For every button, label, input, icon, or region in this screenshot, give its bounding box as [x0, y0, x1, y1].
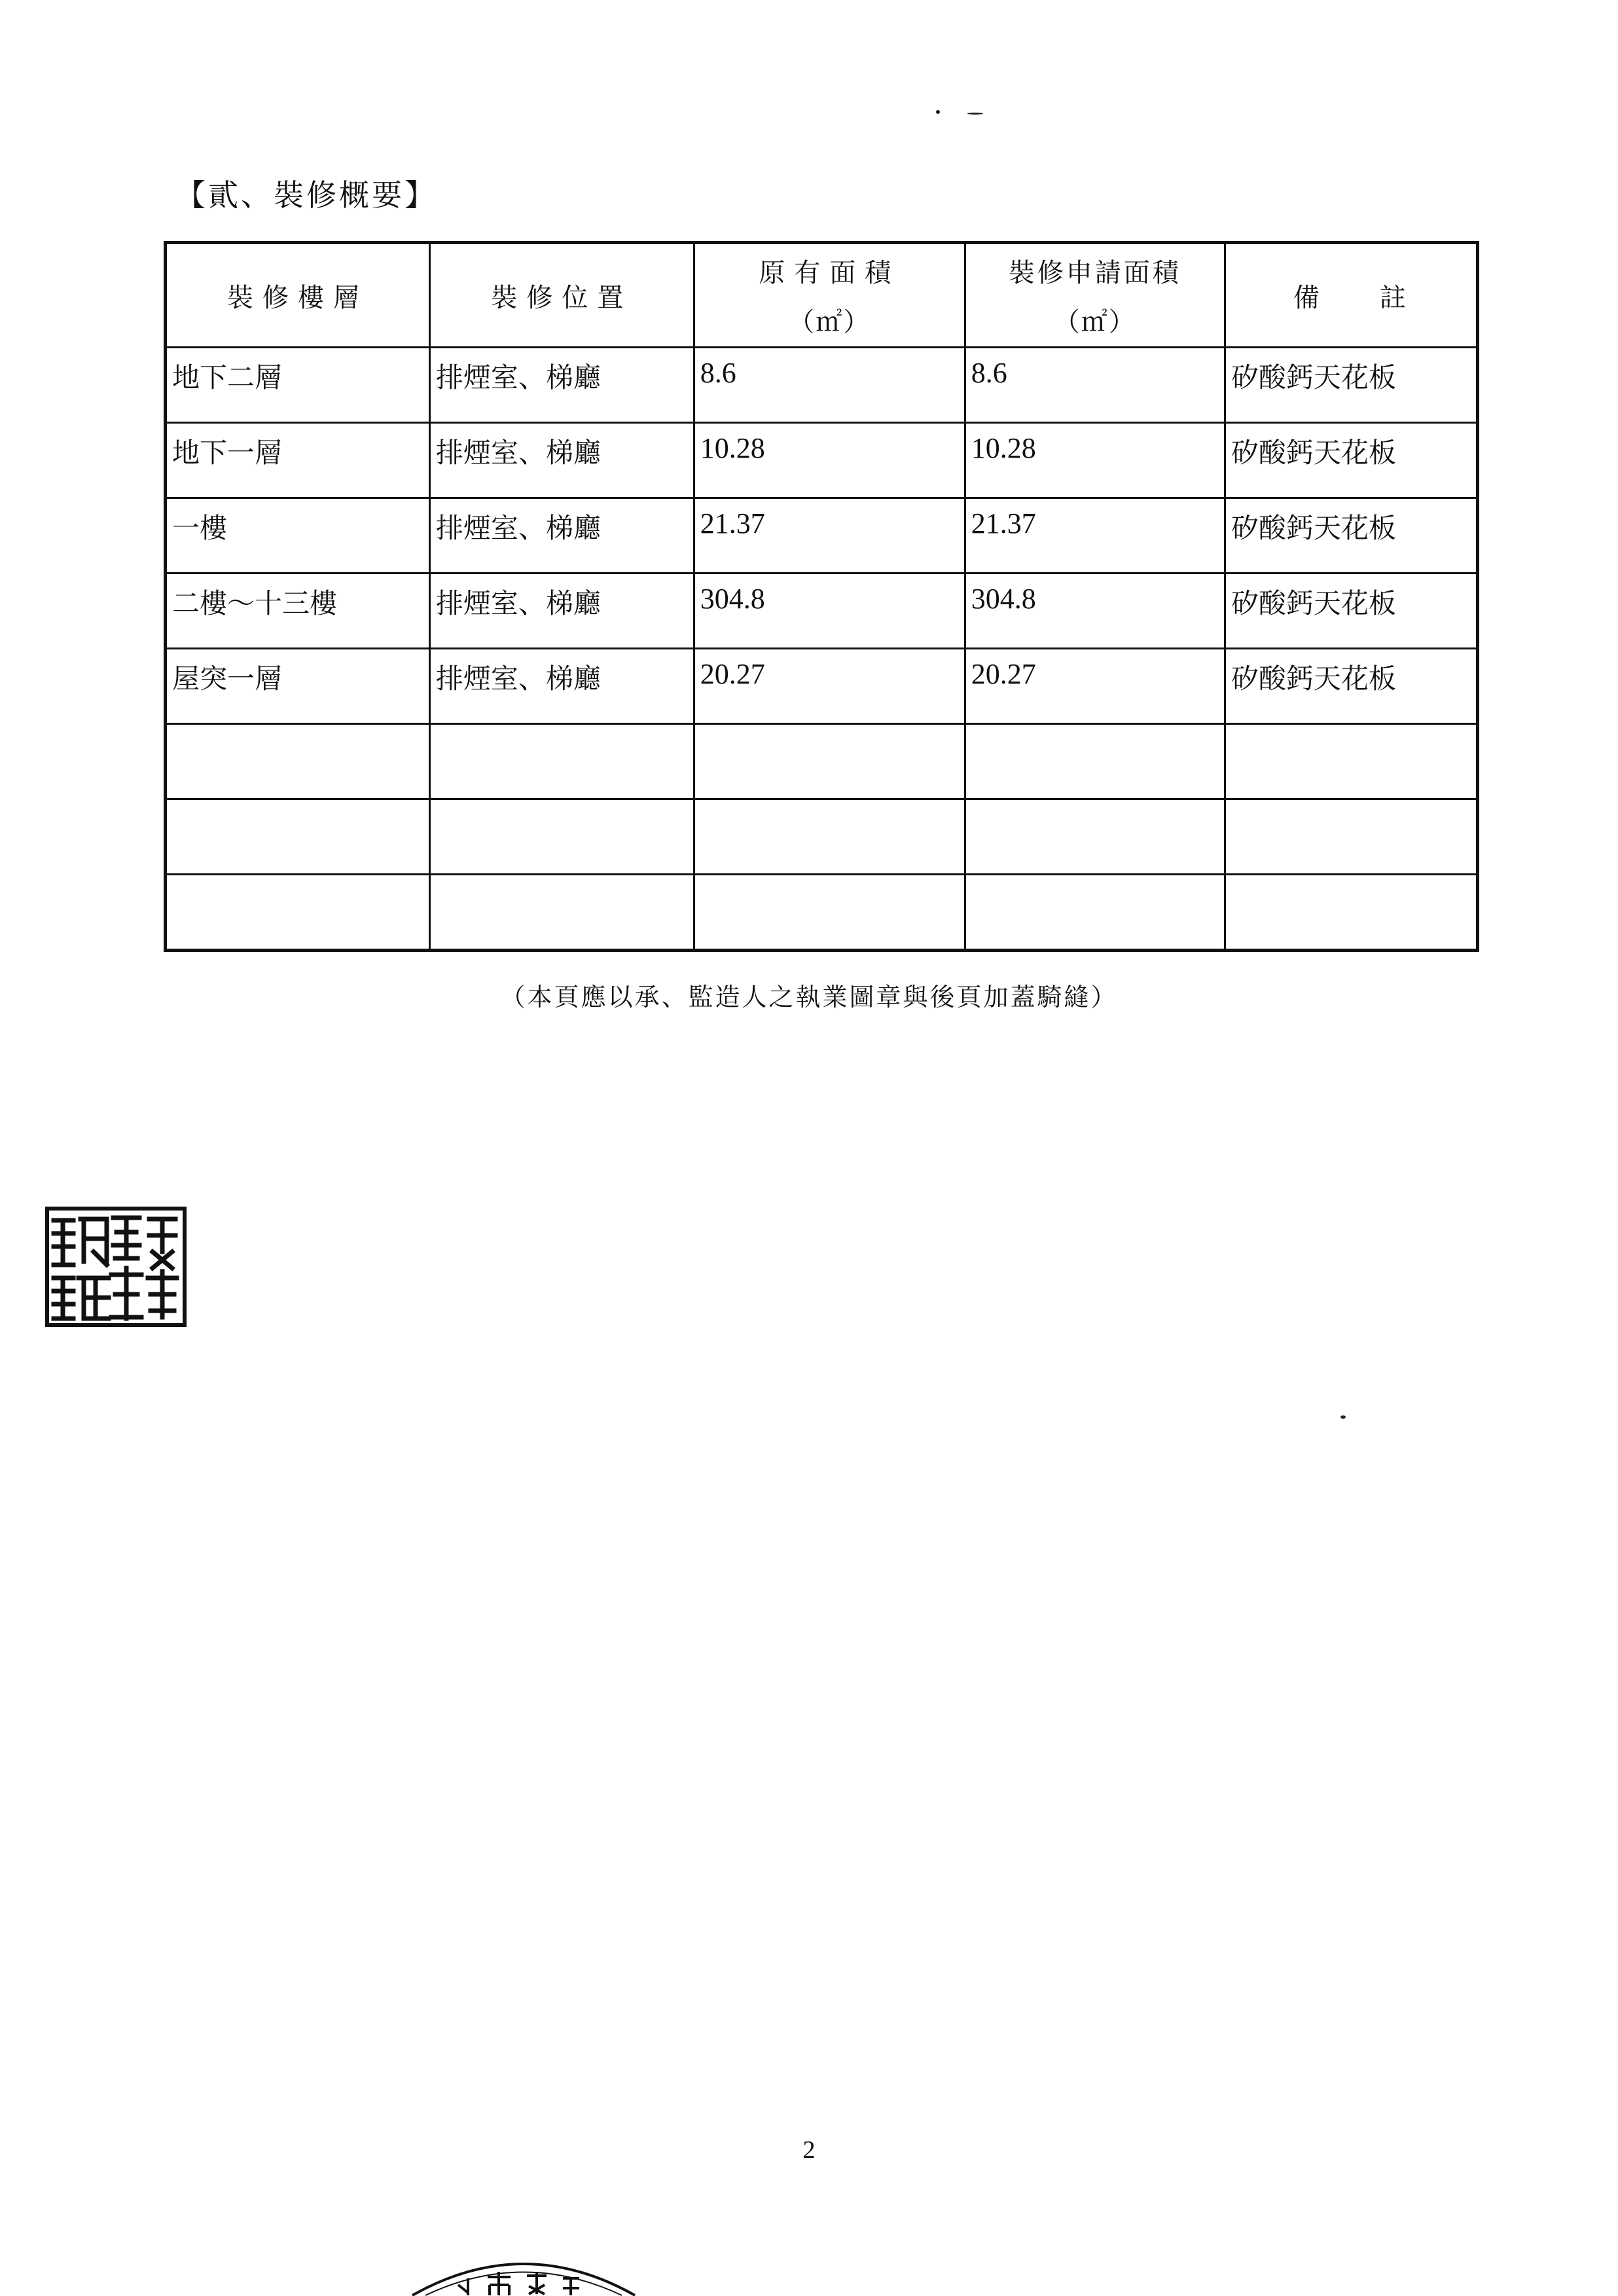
- table-row: [166, 649, 1478, 724]
- cell-floor: 二樓～十三樓: [166, 574, 430, 649]
- cell-applied-area: 304.8: [965, 574, 1225, 649]
- header-floor: 裝修樓層: [166, 243, 430, 348]
- cell-location: 排煙室、梯廳: [429, 574, 694, 649]
- table-row: [166, 498, 1478, 574]
- cell-location: 排煙室、梯廳: [429, 649, 694, 724]
- cell-original-area: 20.27: [694, 649, 965, 724]
- cell-original-area: 8.6: [694, 348, 965, 423]
- cell-remark: 矽酸鈣天花板: [1225, 498, 1477, 574]
- header-original-area-unit: （㎡）: [788, 307, 871, 337]
- table-header-row: [166, 243, 1478, 348]
- table-row-empty: [166, 799, 1478, 875]
- cell-remark: 矽酸鈣天花板: [1225, 348, 1477, 423]
- cell-floor: 屋突一層: [166, 649, 430, 724]
- cell-applied-area: 20.27: [965, 649, 1225, 724]
- header-remark: 備 註: [1225, 243, 1477, 348]
- footnote: （本頁應以承、監造人之執業圖章與後頁加蓋騎縫）: [500, 983, 1118, 1011]
- table-row-empty: [166, 875, 1478, 951]
- header-original-area: 原有面積 （㎡）: [694, 243, 965, 348]
- cell-floor: 地下一層: [166, 423, 430, 498]
- cell-applied-area: 8.6: [965, 348, 1225, 423]
- cell-remark: 矽酸鈣天花板: [1225, 649, 1477, 724]
- scan-speck: [1340, 1415, 1346, 1419]
- section-title: 【貳、裝修概要】: [175, 177, 437, 213]
- cell-floor: 一樓: [166, 498, 430, 574]
- table-row-empty: [166, 724, 1478, 799]
- bottom-round-stamp: [406, 2252, 641, 2296]
- cell-applied-area: 21.37: [965, 498, 1225, 574]
- cell-location: 排煙室、梯廳: [429, 348, 694, 423]
- cell-location: 排煙室、梯廳: [429, 423, 694, 498]
- cell-remark: 矽酸鈣天花板: [1225, 423, 1477, 498]
- page-number: 2: [802, 2136, 816, 2164]
- header-applied-area-unit: （㎡）: [1053, 307, 1136, 337]
- cell-remark: 矽酸鈣天花板: [1225, 574, 1477, 649]
- scan-speck: [936, 110, 940, 114]
- cell-original-area: 10.28: [694, 423, 965, 498]
- cell-floor: 地下二層: [166, 348, 430, 423]
- table-row: [166, 574, 1478, 649]
- cell-original-area: 304.8: [694, 574, 965, 649]
- table-row: [166, 348, 1478, 423]
- cell-applied-area: 10.28: [965, 423, 1225, 498]
- table-row: [166, 423, 1478, 498]
- header-applied-area: 裝修申請面積 （㎡）: [965, 243, 1225, 348]
- scan-speck: [967, 113, 983, 115]
- header-location: 裝修位置: [429, 243, 694, 348]
- cell-original-area: 21.37: [694, 498, 965, 574]
- renovation-summary-table: [164, 241, 1479, 952]
- architect-seal-stamp: [45, 1206, 187, 1328]
- cell-location: 排煙室、梯廳: [429, 498, 694, 574]
